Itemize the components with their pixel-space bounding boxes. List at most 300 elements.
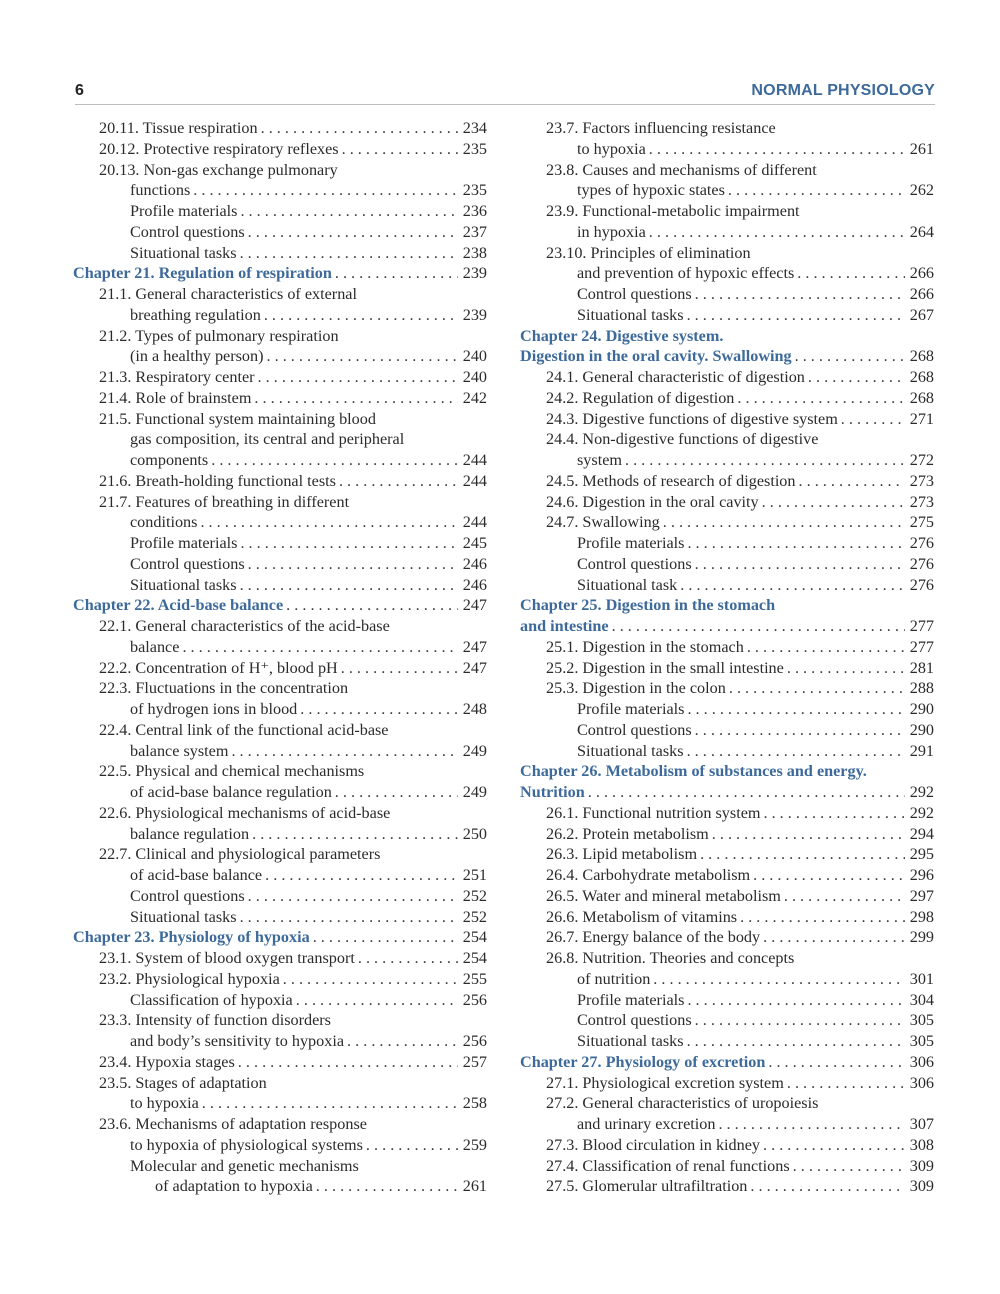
entry-title: Control questions	[577, 1011, 692, 1030]
entry-title: Control questions	[577, 554, 692, 573]
entry-title: of nutrition	[577, 969, 651, 988]
page-ref: 268	[909, 388, 934, 407]
entry-title: 25.1. Digestion in the stomach	[546, 637, 744, 656]
toc-entry	[73, 927, 487, 948]
toc-entry	[520, 782, 934, 803]
toc-entry-line	[520, 824, 934, 845]
toc-entry-line	[73, 741, 487, 762]
toc-entry	[130, 824, 487, 845]
toc-chapter-line	[520, 782, 934, 803]
toc-entry-line	[73, 243, 487, 264]
toc-entry-line	[520, 720, 934, 741]
dot-leader	[264, 305, 458, 326]
entry-title: 26.5. Water and mineral metabolism	[546, 886, 781, 905]
toc-entry-line	[520, 160, 934, 181]
toc-entry	[520, 1052, 934, 1073]
toc-entry-line	[520, 699, 934, 720]
page-ref: 254	[462, 928, 487, 947]
toc-entry-line	[73, 575, 487, 596]
toc-entry	[130, 346, 487, 367]
toc-entry	[99, 678, 487, 699]
dot-leader	[841, 409, 905, 430]
page-ref: 252	[462, 886, 487, 905]
toc-entry-line	[73, 160, 487, 181]
page-ref: 266	[909, 285, 934, 303]
dot-leader	[316, 1176, 458, 1197]
dot-leader	[283, 969, 458, 990]
entry-title: Situational tasks	[130, 243, 237, 262]
toc-chapter-line	[520, 346, 934, 367]
dot-leader	[202, 1093, 458, 1114]
page-ref: 272	[909, 451, 934, 469]
toc-entry	[130, 222, 487, 243]
dot-leader	[358, 948, 458, 969]
entry-title: 23.8. Causes and mechanisms of different	[546, 160, 817, 179]
toc-entry-line	[520, 1114, 934, 1135]
page-ref: 259	[462, 1135, 487, 1154]
chapter-title: Chapter 22. Acid-base balance	[73, 596, 284, 615]
toc-entry	[546, 471, 934, 492]
toc-entry	[99, 388, 487, 409]
page-ref: 273	[909, 471, 934, 490]
entry-title: 23.10. Principles of elimination	[546, 243, 751, 262]
dot-leader	[784, 886, 905, 907]
toc-entry-line	[73, 409, 487, 430]
dot-leader	[700, 844, 905, 865]
entry-title: 26.4. Carbohydrate metabolism	[546, 866, 751, 884]
toc-chapter-line	[520, 616, 934, 637]
toc-entry	[99, 1010, 487, 1031]
dot-leader	[261, 118, 458, 139]
page-ref: 305	[909, 1011, 934, 1030]
entry-title: 24.2. Regulation of digestion	[546, 388, 735, 407]
page-header	[75, 82, 935, 105]
entry-title: 26.2. Protein metabolism	[546, 824, 709, 843]
page-ref: 306	[909, 1052, 934, 1071]
dot-leader	[258, 367, 458, 388]
toc-entry-line	[73, 907, 487, 928]
toc-entry	[577, 990, 934, 1011]
entry-title: Situational tasks	[130, 907, 237, 926]
toc-entry-line	[73, 1114, 487, 1135]
dot-leader	[687, 741, 905, 762]
toc-entry-line	[73, 865, 487, 886]
dot-leader	[300, 699, 458, 720]
entry-title: of acid-base balance	[130, 866, 263, 884]
toc-entry	[577, 1010, 934, 1031]
page-ref: 255	[462, 969, 487, 988]
toc-entry-line	[73, 720, 487, 741]
page-ref: 236	[462, 202, 487, 220]
dot-leader	[753, 865, 905, 886]
toc-entry	[577, 139, 934, 160]
entry-title: and urinary excretion	[577, 1115, 716, 1133]
toc-entry	[73, 263, 487, 284]
toc-entry-line	[73, 782, 487, 803]
toc-entry	[99, 139, 487, 160]
toc-entry	[546, 1156, 934, 1177]
toc-right-column	[520, 118, 934, 1197]
entry-title: 22.5. Physical and chemical mechanisms	[99, 762, 365, 781]
dot-leader	[787, 658, 905, 679]
dot-leader	[254, 388, 458, 409]
page-ref: 307	[909, 1115, 934, 1133]
dot-leader	[339, 471, 458, 492]
toc-entry-line	[520, 1073, 934, 1094]
toc-entry	[99, 118, 487, 139]
dot-leader	[687, 533, 905, 554]
toc-entry	[99, 720, 487, 741]
entry-title: to hypoxia	[577, 139, 646, 158]
chapter-title: Digestion in the oral cavity. Swallowing	[520, 347, 792, 366]
toc-entry	[130, 180, 487, 201]
entry-title: 21.1. General characteristics of external	[99, 285, 357, 303]
toc-entry-line	[73, 201, 487, 222]
dot-leader	[795, 346, 905, 367]
entry-title: balance system	[130, 741, 229, 760]
toc-entry	[99, 1114, 487, 1135]
page-ref: 247	[462, 658, 487, 677]
dot-leader	[718, 1114, 905, 1135]
dot-leader	[663, 512, 905, 533]
page-ref: 276	[909, 534, 934, 552]
toc-entry	[546, 803, 934, 824]
entry-title: Profile materials	[130, 202, 238, 220]
toc-entry-line	[520, 118, 934, 139]
page-ref: 247	[462, 637, 487, 656]
dot-leader	[687, 305, 905, 326]
toc-entry	[520, 761, 934, 782]
toc-entry-line	[520, 305, 934, 326]
page-ref: 257	[462, 1052, 487, 1071]
toc-entry	[546, 243, 934, 264]
toc-entry	[577, 263, 934, 284]
entry-title: 23.6. Mechanisms of adaptation response	[99, 1115, 367, 1133]
toc-entry	[99, 471, 487, 492]
entry-title: Situational tasks	[577, 1032, 684, 1050]
toc-entry-line	[520, 512, 934, 533]
toc-entry-line	[520, 180, 934, 201]
toc-entry-line	[520, 969, 934, 990]
page-ref: 277	[909, 637, 934, 656]
toc-entry-line	[520, 990, 934, 1011]
dot-leader	[653, 969, 905, 990]
toc-entry-line	[73, 1093, 487, 1114]
entry-title: 26.3. Lipid metabolism	[546, 845, 698, 864]
toc-entry-line	[520, 948, 934, 969]
dot-leader	[335, 263, 458, 284]
toc-entry-line	[520, 658, 934, 679]
page-ref: 248	[462, 700, 487, 718]
toc-entry	[130, 1093, 487, 1114]
page-ref: 240	[462, 347, 487, 366]
toc-entry-line	[520, 575, 934, 596]
dot-leader	[248, 222, 458, 243]
toc-entry	[546, 927, 934, 948]
toc-chapter-line	[520, 761, 934, 782]
toc-entry-line	[73, 1176, 487, 1197]
page-ref: 297	[909, 886, 934, 905]
entry-title: 23.3. Intensity of function disorders	[99, 1011, 331, 1030]
entry-title: 24.5. Methods of research of digestion	[546, 471, 796, 490]
toc-entry	[99, 160, 487, 181]
toc-entry-line	[73, 1073, 487, 1094]
entry-title: system	[577, 451, 622, 469]
toc-entry-line	[520, 471, 934, 492]
page-ref: 251	[462, 866, 487, 884]
page-ref: 305	[909, 1032, 934, 1050]
toc-entry-line	[520, 492, 934, 513]
toc-entry-line	[520, 637, 934, 658]
toc-entry-line	[73, 118, 487, 139]
toc-entry-line	[520, 450, 934, 471]
dot-leader	[763, 803, 905, 824]
toc-entry-line	[73, 1031, 487, 1052]
toc-entry-line	[73, 761, 487, 782]
page-ref: 271	[909, 409, 934, 428]
toc-entry	[546, 492, 934, 513]
page-ref: 306	[909, 1073, 934, 1092]
page-ref: 245	[462, 534, 487, 552]
page-ref: 276	[909, 575, 934, 594]
page-ref: 261	[462, 1177, 487, 1196]
page-ref: 261	[909, 139, 934, 158]
toc-entry	[99, 616, 487, 637]
dot-leader	[240, 575, 458, 596]
entry-title: of acid-base balance regulation	[130, 783, 332, 801]
dot-leader	[680, 575, 905, 596]
dot-leader	[768, 1052, 905, 1073]
toc-entry-line	[73, 326, 487, 347]
chapter-title: Nutrition	[520, 783, 585, 801]
chapter-title: Chapter 24. Digestive system.	[520, 326, 724, 345]
toc-entry-line	[73, 637, 487, 658]
dot-leader	[265, 865, 458, 886]
toc-entry	[99, 844, 487, 865]
dot-leader	[200, 512, 458, 533]
dot-leader	[762, 492, 905, 513]
dot-leader	[335, 782, 458, 803]
page-ref: 290	[909, 720, 934, 739]
dot-leader	[649, 222, 905, 243]
toc-entry	[546, 429, 934, 450]
toc-entry-line	[73, 969, 487, 990]
dot-leader	[240, 533, 458, 554]
toc-chapter-line	[73, 595, 487, 616]
entry-title: 27.2. General characteristics of uropoiesis	[546, 1094, 819, 1113]
dot-leader	[248, 554, 458, 575]
dot-leader	[797, 263, 905, 284]
toc-entry	[130, 1156, 487, 1177]
toc-entry	[99, 367, 487, 388]
page-ref: 246	[462, 575, 487, 594]
toc-entry	[546, 1176, 934, 1197]
toc-entry	[546, 907, 934, 928]
toc-entry-line	[520, 678, 934, 699]
toc-entry	[99, 284, 487, 305]
toc-entry-line	[520, 284, 934, 305]
page-ref: 264	[909, 222, 934, 241]
toc-entry	[99, 1052, 487, 1073]
toc-entry	[99, 326, 487, 347]
entry-title: 23.2. Physiological hypoxia	[99, 969, 280, 988]
toc-entry	[546, 886, 934, 907]
toc-entry-line	[73, 844, 487, 865]
chapter-title: Chapter 23. Physiology of hypoxia	[73, 928, 310, 947]
toc-entry-line	[520, 803, 934, 824]
dot-leader	[695, 554, 905, 575]
toc-entry	[546, 824, 934, 845]
toc-entry-line	[520, 1093, 934, 1114]
dot-leader	[252, 824, 458, 845]
toc-entry	[577, 284, 934, 305]
toc-entry	[99, 1073, 487, 1094]
toc-entry-line	[520, 741, 934, 762]
entry-title: Classification of hypoxia	[130, 990, 293, 1009]
toc-entry	[130, 305, 487, 326]
dot-leader	[712, 824, 905, 845]
toc-entry-line	[520, 907, 934, 928]
entry-title: 21.3. Respiratory center	[99, 368, 255, 386]
page-ref: 277	[909, 617, 934, 635]
toc-entry	[130, 907, 487, 928]
page-ref: 240	[462, 368, 487, 386]
page-ref: 294	[909, 824, 934, 843]
toc-entry	[99, 658, 487, 679]
toc-entry	[130, 782, 487, 803]
running-head: NORMAL PHYSIOLOGY	[751, 82, 935, 99]
page-ref: 235	[462, 139, 487, 158]
page-ref: 244	[462, 451, 487, 469]
page-ref: 242	[462, 388, 487, 407]
page-ref: 250	[462, 824, 487, 843]
dot-leader	[737, 388, 905, 409]
entry-title: 25.3. Digestion in the colon	[546, 679, 726, 698]
entry-title: Situational tasks	[577, 305, 684, 324]
dot-leader	[286, 595, 458, 616]
entry-title: Situational task	[577, 575, 678, 594]
toc-chapter-line	[73, 263, 487, 284]
toc-entry	[130, 450, 487, 471]
toc-entry	[546, 367, 934, 388]
entry-title: in hypoxia	[577, 222, 646, 241]
entry-title: 24.4. Non-digestive functions of digestive	[546, 430, 819, 449]
page-ref: 268	[909, 368, 934, 386]
toc-entry-line	[73, 512, 487, 533]
entry-title: Situational tasks	[130, 575, 237, 594]
page-ref: 249	[462, 783, 487, 801]
toc-entry	[546, 118, 934, 139]
toc-entry-line	[73, 305, 487, 326]
toc-entry-line	[520, 1176, 934, 1197]
toc-entry	[130, 699, 487, 720]
toc-entry-line	[520, 886, 934, 907]
toc-entry-line	[73, 658, 487, 679]
entry-title: to hypoxia of physiological systems	[130, 1135, 363, 1154]
toc-entry	[577, 554, 934, 575]
toc-entry	[546, 637, 934, 658]
toc-entry-line	[73, 533, 487, 554]
toc-entry	[546, 1093, 934, 1114]
toc-entry	[99, 969, 487, 990]
dot-leader	[808, 367, 905, 388]
chapter-title: Chapter 26. Metabolism of substances and energy.	[520, 762, 867, 781]
entry-title: Profile materials	[130, 534, 238, 552]
dot-leader	[238, 1052, 458, 1073]
dot-leader	[347, 1031, 458, 1052]
dot-leader	[240, 201, 458, 222]
dot-leader	[341, 658, 458, 679]
entry-title: Profile materials	[577, 534, 685, 552]
toc-entry-line	[73, 1052, 487, 1073]
toc-entry-line	[520, 243, 934, 264]
entry-title: 22.3. Fluctuations in the concentration	[99, 679, 349, 698]
dot-leader	[687, 699, 905, 720]
entry-title: Control questions	[577, 285, 692, 303]
dot-leader	[342, 139, 458, 160]
entry-title: Molecular and genetic mechanisms	[130, 1156, 359, 1175]
entry-title: 21.2. Types of pulmonary respiration	[99, 326, 339, 345]
toc-entry-line	[520, 388, 934, 409]
dot-leader	[649, 139, 905, 160]
entry-title: 27.5. Glomerular ultrafiltration	[546, 1177, 748, 1196]
page-ref: 298	[909, 907, 934, 926]
entry-title: 23.4. Hypoxia stages	[99, 1052, 235, 1071]
toc-entry-line	[73, 1010, 487, 1031]
toc-entry	[130, 533, 487, 554]
toc-entry	[577, 575, 934, 596]
entry-title: Control questions	[577, 720, 692, 739]
toc-chapter-line	[520, 1052, 934, 1073]
toc-entry	[99, 492, 487, 513]
dot-leader	[211, 450, 458, 471]
toc-entry	[577, 305, 934, 326]
page-ref: 262	[909, 181, 934, 200]
toc-entry	[99, 948, 487, 969]
toc-entry-line	[520, 1156, 934, 1177]
dot-leader	[750, 1176, 905, 1197]
page-ref: 267	[909, 305, 934, 324]
entry-title: 27.4. Classification of renal functions	[546, 1156, 790, 1175]
dot-leader	[687, 990, 905, 1011]
page-ref: 295	[909, 845, 934, 864]
page-ref: 275	[909, 513, 934, 532]
toc-entry	[130, 1031, 487, 1052]
toc-entry	[577, 533, 934, 554]
entry-title: 23.9. Functional-metabolic impairment	[546, 202, 800, 220]
toc-entry	[99, 803, 487, 824]
toc-entry-line	[520, 844, 934, 865]
toc-entry	[546, 678, 934, 699]
toc-entry-line	[73, 222, 487, 243]
toc-entry	[99, 761, 487, 782]
dot-leader	[687, 1031, 905, 1052]
entry-title: balance regulation	[130, 824, 250, 843]
dot-leader	[267, 346, 459, 367]
page-ref: 308	[909, 1135, 934, 1154]
entry-title: 24.6. Digestion in the oral cavity	[546, 492, 759, 511]
page-ref: 247	[462, 596, 487, 615]
dot-leader	[612, 616, 905, 637]
page-number: 6	[75, 82, 84, 99]
toc-entry	[130, 865, 487, 886]
entry-title: functions	[130, 181, 191, 200]
entry-title: 22.7. Clinical and physiological parameters	[99, 845, 381, 864]
toc-entry	[577, 720, 934, 741]
toc-entry	[577, 222, 934, 243]
toc-entry-line	[520, 222, 934, 243]
toc-entry	[546, 160, 934, 181]
